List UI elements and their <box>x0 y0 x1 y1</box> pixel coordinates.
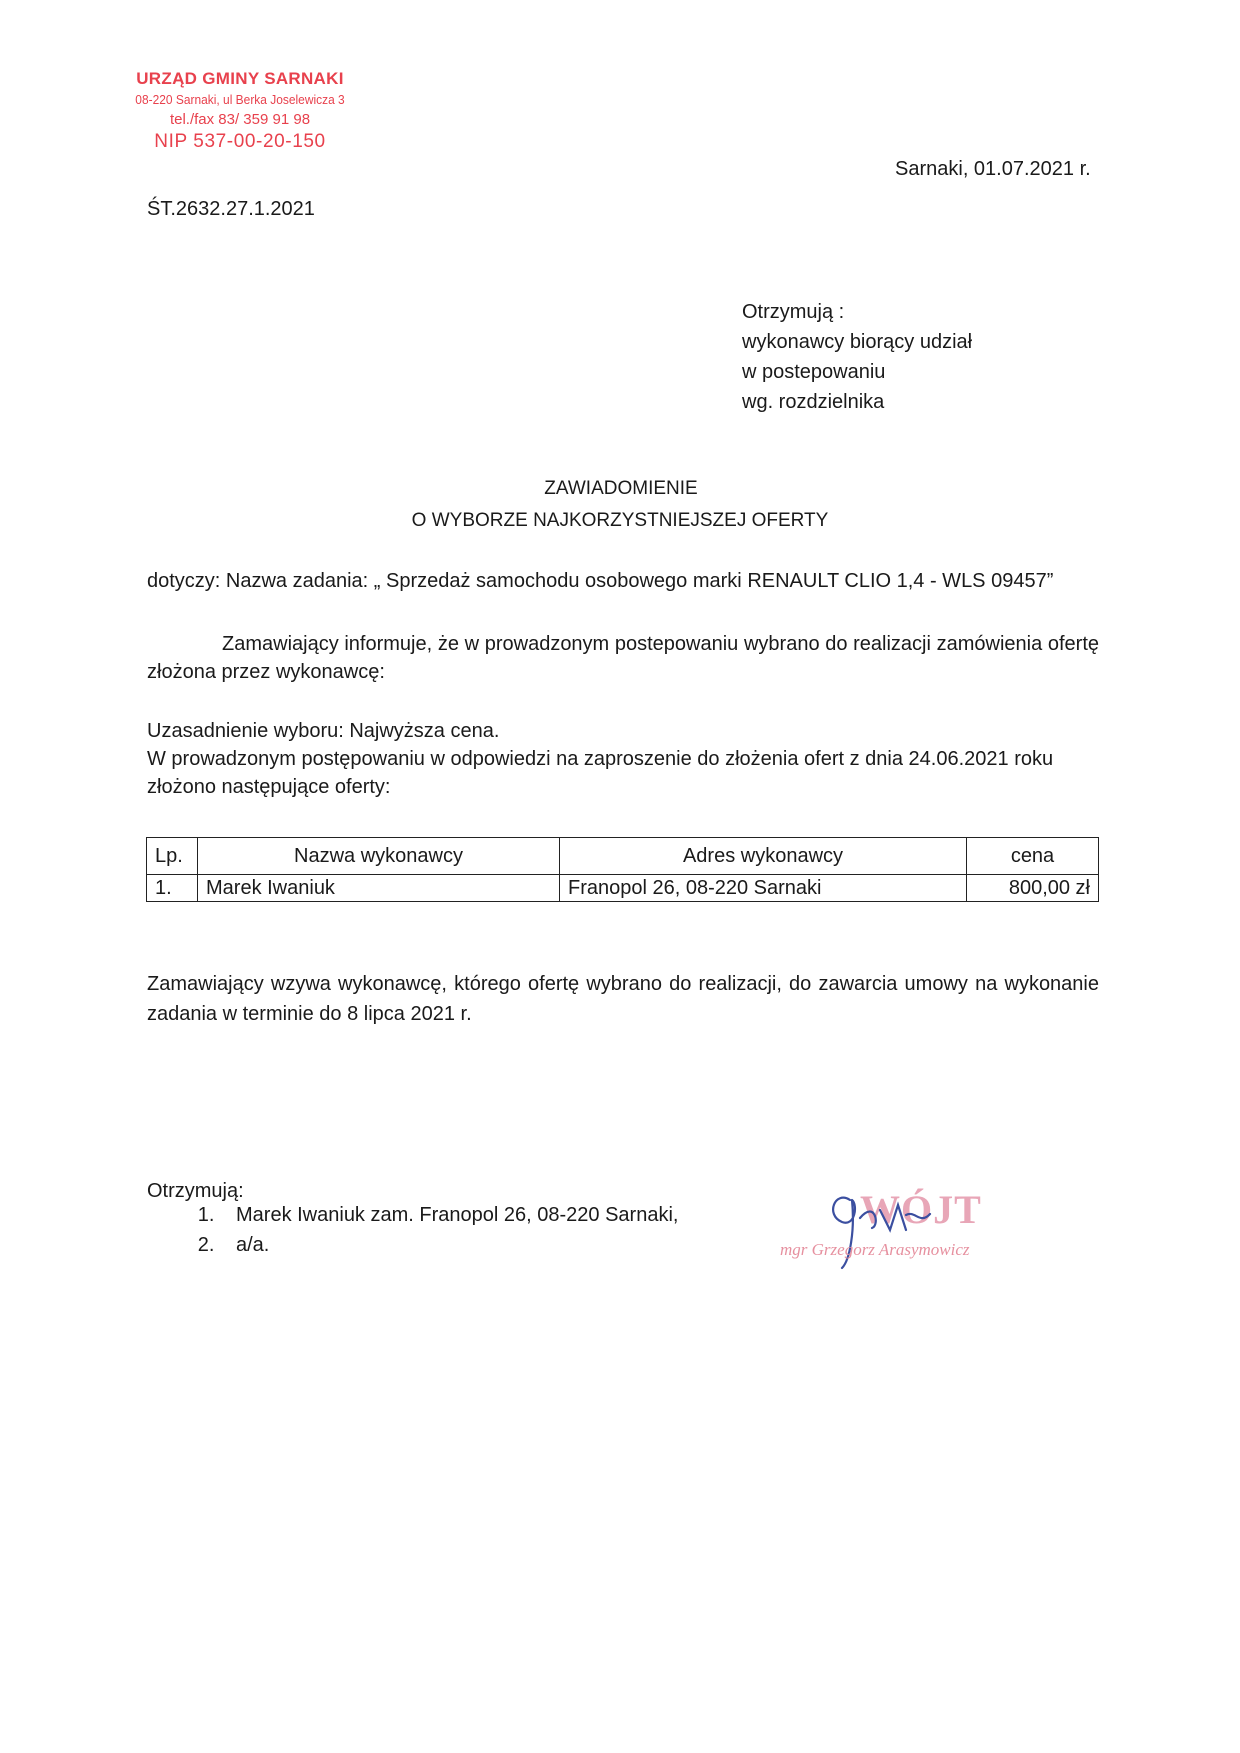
list-item: 2. a/a. <box>220 1230 920 1260</box>
info-paragraph: Zamawiający informuje, że w prowadzonym postepowaniu wybrano do realizacji zamówienia ofertę złożona przez wykonawcę: <box>147 633 1099 683</box>
header-name: Nazwa wykonawcy <box>198 838 560 875</box>
justification-paragraph <box>147 717 1099 801</box>
list-item: 1. Marek Iwaniuk zam. Franopol 26, 08-220 Sarnaki, <box>220 1200 920 1230</box>
document-subtitle: O WYBORZE NAJKORZYSTNIEJSZEJ OFERTY <box>411 510 829 531</box>
cell-lp: 1. <box>147 875 198 902</box>
stamp-address: 08-220 Sarnaki, ul Berka Joselewicza 3 <box>135 92 345 107</box>
reference-number: ŚT.2632.27.1.2021 <box>147 198 315 220</box>
cell-name: Marek Iwaniuk <box>198 875 560 902</box>
recipients-line: wykonawcy biorący udział <box>742 331 973 353</box>
stamp-phone: tel./fax 83/ 359 91 98 <box>169 111 311 128</box>
header-lp: Lp. <box>147 838 198 875</box>
document-title: ZAWIADOMIENIE <box>544 478 698 499</box>
call-paragraph: Zamawiający wzywa wykonawcę, którego ofertę wybrano do realizacji, do zawarcia umowy na wykonanie zadania w terminie do 8 lipca 2021 r. <box>147 973 1099 1025</box>
signature-block <box>780 1170 1040 1270</box>
signature-title-stamp: WÓJT <box>860 1187 982 1232</box>
recipients-line: Otrzymują : <box>742 301 845 323</box>
document-date: Sarnaki, 01.07.2021 r. <box>895 158 1091 180</box>
table-row <box>147 875 1099 902</box>
cell-price: 800,00 zł <box>967 875 1099 902</box>
header-address: Adres wykonawcy <box>560 838 967 875</box>
subject-line <box>147 570 1053 593</box>
justification-line: Uzasadnienie wyboru: Najwyższa cena. <box>147 720 500 742</box>
offers-table <box>146 837 1099 902</box>
cell-address: Franopol 26, 08-220 Sarnaki <box>560 875 967 902</box>
office-stamp <box>110 68 370 154</box>
recipients-line: w postepowaniu <box>742 361 886 383</box>
header-price: cena <box>967 838 1099 875</box>
distribution-header: Otrzymują: <box>147 1180 244 1202</box>
recipients-line: wg. rozdzielnika <box>742 391 885 413</box>
table-header-row <box>147 838 1099 875</box>
stamp-nip: NIP 537-00-20-150 <box>154 131 326 152</box>
subject-prefix: dotyczy: Nazwa zadania: „ Sprzedaż samochodu osobowego marki <box>147 570 748 592</box>
stamp-office-name: URZĄD GMINY SARNAKI <box>136 69 344 88</box>
subject-vehicle: RENAULT CLIO 1,4 - WLS 09457” <box>747 570 1054 592</box>
recipients-header <box>742 297 972 417</box>
offers-intro-line: W prowadzonym postępowaniu w odpowiedzi na zaproszenie do złożenia ofert z dnia 24.06.2021 roku złożono następujące oferty: <box>147 748 1054 798</box>
signature-name: mgr Grzegorz Arasymowicz <box>780 1240 970 1259</box>
